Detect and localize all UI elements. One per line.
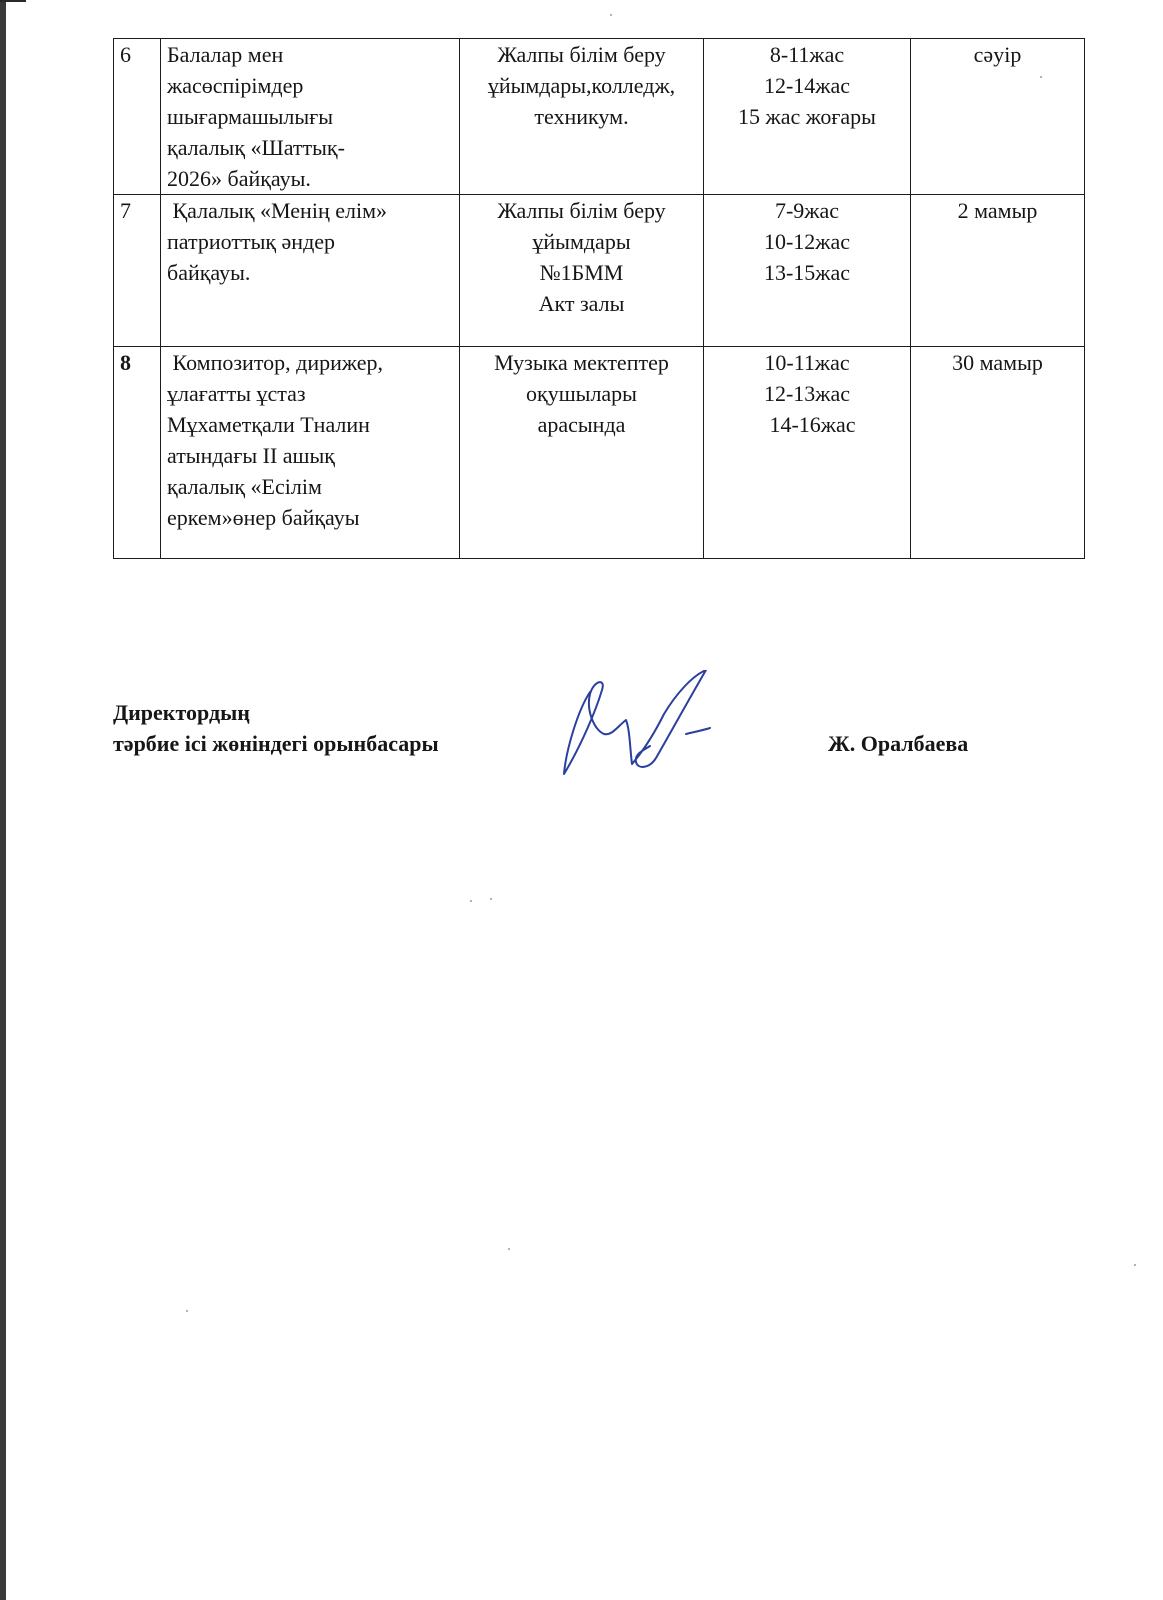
row-number: 8 <box>120 350 131 375</box>
scan-speck <box>1134 1264 1136 1266</box>
participants-line: ұйымдары <box>532 229 631 254</box>
event-date: 2 мамыр <box>957 198 1038 223</box>
event-name-line: жасөспірімдер <box>167 73 304 98</box>
event-name-cell <box>161 347 460 559</box>
table-row <box>114 347 1085 559</box>
participants-cell <box>460 195 704 347</box>
age-groups-cell <box>704 347 911 559</box>
date-cell <box>911 347 1085 559</box>
event-name-line: қалалық «Шаттық- <box>167 135 345 160</box>
date-cell <box>911 195 1085 347</box>
row-number-cell <box>114 195 161 347</box>
scan-edge <box>0 0 6 1600</box>
age-group-line: 12-13жас <box>763 381 851 406</box>
age-group-line: 15 жас жоғары <box>738 104 876 129</box>
event-name-cell <box>161 39 460 195</box>
scan-speck <box>610 14 612 16</box>
event-name-line: атындағы ІІ ашық <box>167 443 335 468</box>
participants-line: Жалпы білім беру <box>497 42 666 67</box>
signatory-title-line: Директордың <box>113 700 250 725</box>
age-group-line: 14-16жас <box>758 412 856 437</box>
participants-cell <box>460 39 704 195</box>
participants-line: Музыка мектептер <box>494 350 669 375</box>
row-number-cell <box>114 347 161 559</box>
participants-line: техникум. <box>534 104 629 129</box>
event-name-line: Балалар мен <box>167 42 284 67</box>
age-group-line: 12-14жас <box>763 73 851 98</box>
row-number: 7 <box>120 198 131 223</box>
table-row <box>114 195 1085 347</box>
row-number: 6 <box>120 42 131 67</box>
event-name-line: қалалық «Есілім <box>167 474 322 499</box>
participants-line: арасында <box>537 412 626 437</box>
event-name-line: 2026» байқауы. <box>167 166 311 191</box>
age-groups-cell <box>704 195 911 347</box>
signatory-title <box>113 697 439 759</box>
event-name-line: байқауы. <box>167 260 251 285</box>
scan-speck <box>470 900 472 902</box>
participants-cell <box>460 347 704 559</box>
scan-corner <box>0 0 26 2</box>
signatory-name: Ж. Оралбаева <box>828 731 969 756</box>
date-cell <box>911 39 1085 195</box>
event-date: сәуір <box>973 42 1022 67</box>
handwritten-signature <box>560 670 720 790</box>
events-table <box>113 38 1085 559</box>
event-name-line: Композитор, дирижер, <box>167 350 384 375</box>
participants-line: ұйымдары,колледж, <box>487 73 676 98</box>
event-name-line: патриоттық әндер <box>167 229 336 254</box>
event-name-line: еркем»өнер байқауы <box>167 505 360 530</box>
participants-line: Акт залы <box>538 291 625 316</box>
event-name-line: Қалалық «Менің елім» <box>167 198 387 223</box>
age-group-line: 10-12жас <box>763 229 851 254</box>
participants-line: №1БММ <box>539 260 624 285</box>
event-name-cell <box>161 195 460 347</box>
age-group-line: 13-15жас <box>763 260 851 285</box>
scan-speck <box>490 898 492 900</box>
age-group-line: 7-9жас <box>774 198 840 223</box>
event-name-line: ұлағатты ұстаз <box>167 381 306 406</box>
age-group-line: 10-11жас <box>764 350 850 375</box>
participants-line: оқушылары <box>526 381 637 406</box>
scan-speck <box>508 1248 510 1250</box>
age-group-line: 8-11жас <box>769 42 845 67</box>
participants-line: Жалпы білім беру <box>497 198 666 223</box>
scan-speck <box>186 1310 188 1312</box>
age-groups-cell <box>704 39 911 195</box>
signatory-title-line: тәрбие ісі жөніндегі орынбасары <box>113 731 439 756</box>
event-name-line: шығармашылығы <box>167 104 333 129</box>
event-name-line: Мұхаметқали Тналин <box>167 412 370 437</box>
table-row <box>114 39 1085 195</box>
event-date: 30 мамыр <box>952 350 1043 375</box>
row-number-cell <box>114 39 161 195</box>
